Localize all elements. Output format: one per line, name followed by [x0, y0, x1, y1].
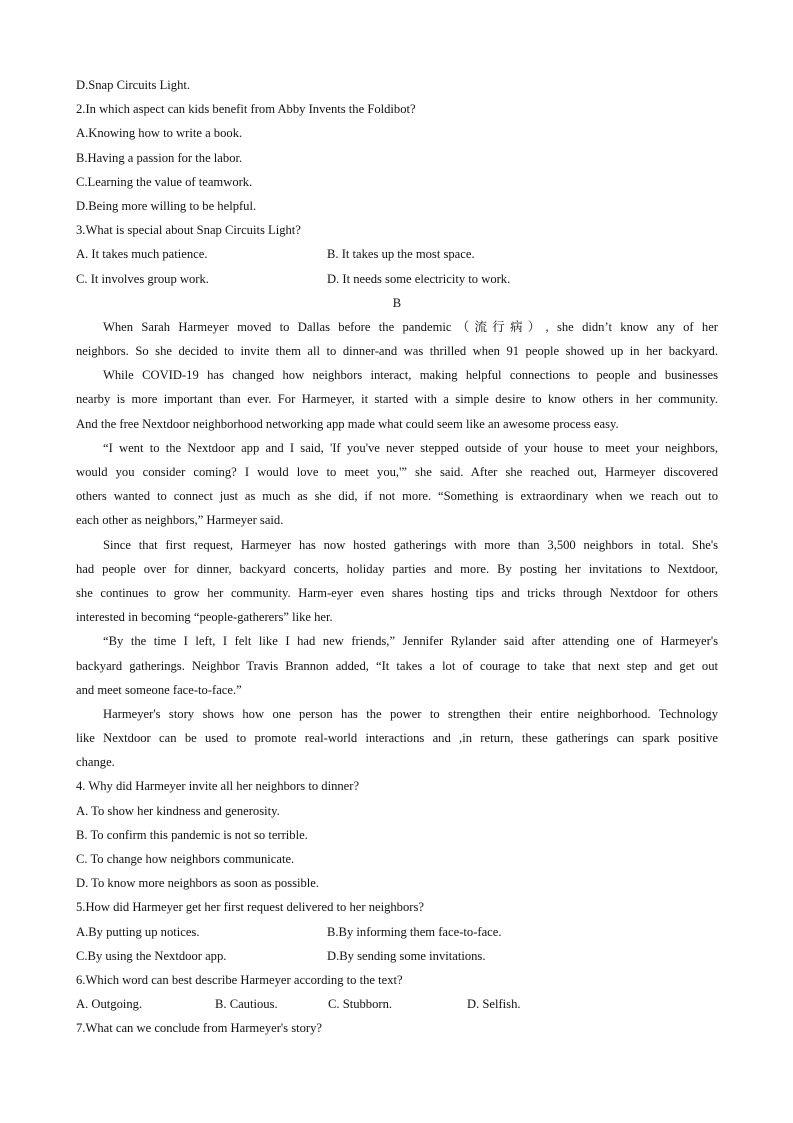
- q3-stem: 3.What is special about Snap Circuits Light?: [76, 223, 301, 238]
- passage-line: and meet someone face-to-face.”: [76, 682, 242, 697]
- passage-paragraph-2: [76, 363, 718, 436]
- q5-option-b: B.By informing them face-to-face.: [327, 924, 502, 939]
- q4-stem: 4. Why did Harmeyer invite all her neighbors to dinner?: [76, 779, 360, 794]
- q3-option-a: A. It takes much patience.: [76, 247, 208, 262]
- passage-line: had people over for dinner, backyard concerts, holiday parties and more. By posting her invitations to Nextdoor,: [76, 561, 718, 576]
- q7-stem: 7.What can we conclude from Harmeyer's story?: [76, 1021, 322, 1036]
- passage-paragraph-6: [76, 702, 718, 775]
- q2-stem: 2.In which aspect can kids benefit from Abby Invents the Foldibot?: [76, 102, 416, 117]
- passage-line: While COVID-19 has changed how neighbors interact, making helpful connections to people and businesses: [103, 368, 718, 383]
- q5-option-c: C.By using the Nextdoor app.: [76, 948, 227, 963]
- passage-line: like Nextdoor can be used to promote real-world interactions and ,in return, these gatherings can spark positive: [76, 731, 718, 746]
- q6-option-a: A. Outgoing.: [76, 997, 143, 1012]
- q5-stem: 5.How did Harmeyer get her first request delivered to her neighbors?: [76, 900, 424, 915]
- q6-option-d: D. Selfish.: [467, 997, 521, 1012]
- q2-option-c: C.Learning the value of teamwork.: [76, 174, 253, 189]
- q6-option-c: C. Stubborn.: [328, 997, 393, 1012]
- passage-line: interested in becoming “people-gatherers” like her.: [76, 610, 333, 625]
- passage-line: Since that first request, Harmeyer has now hosted gatherings with more than 3,500 neighbors in total. She's: [103, 537, 718, 552]
- passage-line: would you consider coming? I would love to meet you,'” she said. After she reached out, Harmeyer discovered: [76, 465, 718, 479]
- passage-paragraph-3: [76, 436, 718, 533]
- passage-line: neighbors. So she decided to invite them all to dinner-and was thrilled when 91 people showed up in her backyard.: [76, 344, 718, 359]
- q5-options-row-1: [76, 920, 718, 944]
- q4-option-c: C. To change how neighbors communicate.: [76, 852, 295, 866]
- q3-option-c: C. It involves group work.: [76, 271, 209, 286]
- q3-option-d: D. It needs some electricity to work.: [327, 271, 511, 286]
- passage-line: Harmeyer's story shows how one person has the power to strengthen their entire neighborhood. Technology: [103, 706, 718, 721]
- q6-stem: 6.Which word can best describe Harmeyer according to the text?: [76, 972, 403, 987]
- passage-line: each other as neighbors,” Harmeyer said.: [76, 513, 284, 528]
- q4-option-b: B. To confirm this pandemic is not so terrible.: [76, 827, 308, 842]
- passage-line: And the free Nextdoor neighborhood networking app made what could seem like an awesome process easy.: [76, 416, 619, 431]
- q6-options-row: [76, 992, 718, 1016]
- q5-options-row-2: [76, 944, 718, 968]
- section-label: B: [392, 295, 402, 310]
- passage-line: she continues to grow her community. Harm-eyer even shares hosting tips and tricks through Nextdoor for others: [76, 585, 718, 600]
- q3-options-row-1: [76, 242, 718, 266]
- q3-options-row-2: [76, 267, 718, 291]
- q2-option-b: B.Having a passion for the labor.: [76, 150, 243, 165]
- passage-line: “I went to the Nextdoor app and I said, 'If you've never stepped outside of your house to meet your neighbors,: [103, 440, 718, 455]
- q4-option-d: D. To know more neighbors as soon as possible.: [76, 876, 320, 891]
- passage-line: “By the time I left, I felt like I had new friends,” Jennifer Rylander said after attending one of Harmeyer's: [103, 634, 718, 649]
- passage-line: nearby is more important than ever. For Harmeyer, it started with a simple desire to know others in her community.: [76, 392, 718, 407]
- passage-paragraph-5: [76, 629, 718, 702]
- q5-option-d: D.By sending some invitations.: [327, 948, 486, 963]
- q2-option-a: A.Knowing how to write a book.: [76, 126, 243, 141]
- q4-option-a: A. To show her kindness and generosity.: [76, 803, 280, 818]
- passage-line: others wanted to connect just as much as she did, if not more. “Something is extraordinary when we reach out to: [76, 489, 718, 504]
- q6-option-b: B. Cautious.: [215, 997, 278, 1012]
- passage-line: backyard gatherings. Neighbor Travis Brannon added, “It takes a lot of courage to take that next step and get out: [76, 658, 718, 673]
- q1-option-d: D.Snap Circuits Light.: [76, 78, 191, 92]
- passage-paragraph-4: [76, 533, 718, 630]
- q2-option-d: D.Being more willing to be helpful.: [76, 198, 257, 213]
- q3-option-b: B. It takes up the most space.: [327, 247, 475, 262]
- page-content: [76, 73, 718, 1041]
- passage-line: When Sarah Harmeyer moved to Dallas before the pandemic（流行病）, she didn’t know any of her: [103, 319, 718, 334]
- q5-option-a: A.By putting up notices.: [76, 924, 200, 939]
- passage-line: change.: [76, 755, 115, 770]
- passage-paragraph-1: [76, 315, 718, 363]
